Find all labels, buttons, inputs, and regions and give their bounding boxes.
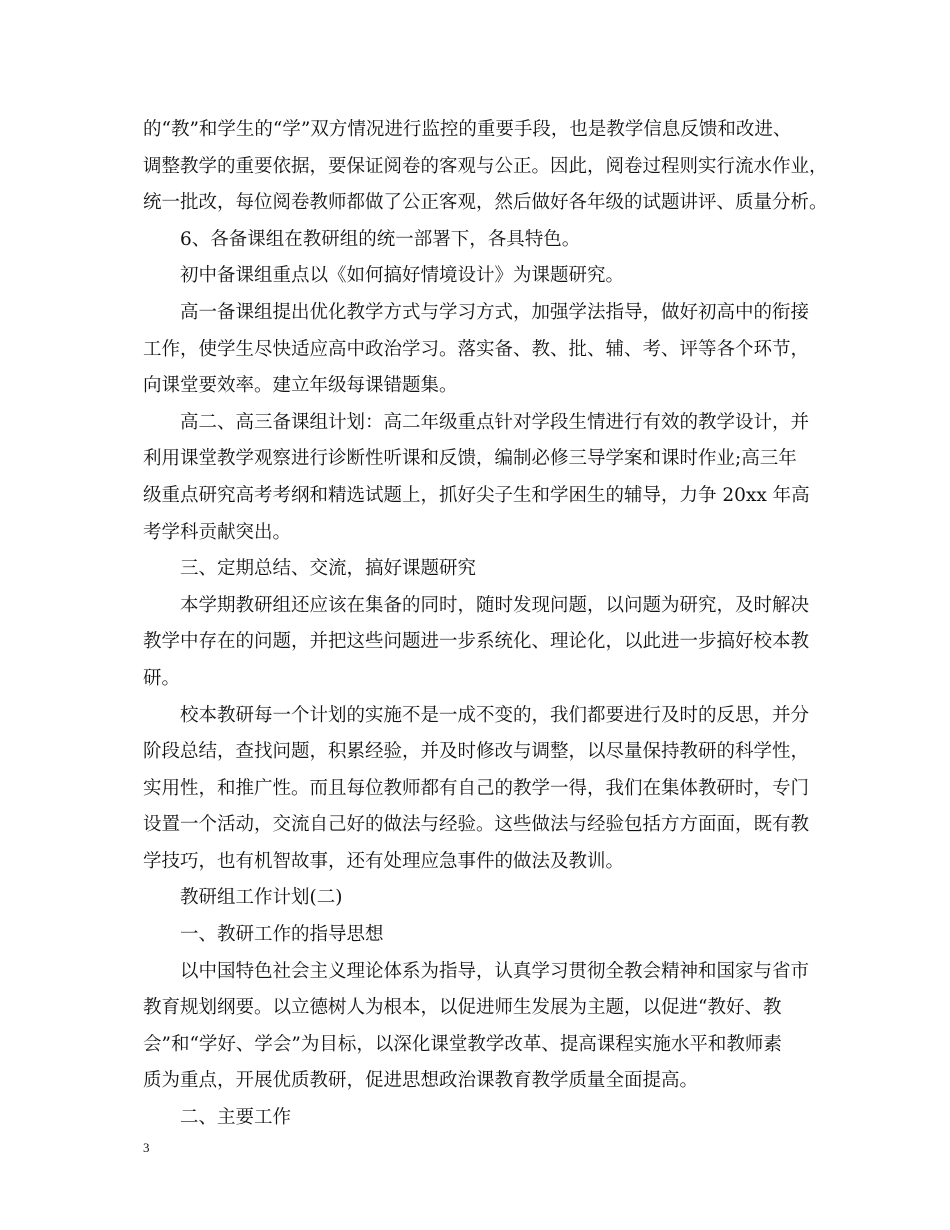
text-line: 二、主要工作 [180,1107,292,1129]
text-line: 高二、高三备课组计划：高二年级重点针对学段生情进行有效的教学设计，并 [180,411,810,433]
text-line: 一、教研工作的指导思想 [180,924,384,946]
text-line: 本学期教研组还应该在集备的同时，随时发现问题，以问题为研究，及时解决 [180,594,810,616]
text-line: 质为重点，开展优质教研，促进思想政治课教育教学质量全面提高。 [143,1070,699,1092]
text-line: 研。 [143,667,181,689]
document-body [143,112,828,1137]
text-line: 设置一个活动，交流自己好的做法与经验。这些做法与经验包括方方面面，既有教 [143,814,810,836]
text-line: 利用课堂教学观察进行诊断性听课和反馈，编制必修三导学案和课时作业;高三年 [143,448,797,470]
page-number: 3 [143,1140,150,1155]
text-line: 调整教学的重要依据，要保证阅卷的客观与公正。因此，阅卷过程则实行流水作业， [143,155,828,177]
text-line: 工作，使学生尽快适应高中政治学习。落实备、教、批、辅、考、评等各个环节， [143,338,810,360]
text-line: 会”和“学好、学会”为目标，以深化课堂教学改革、提高课程实施水平和教师素 [143,1033,782,1055]
text-line: 级重点研究高考考纲和精选试题上，抓好尖子生和学困生的辅导，力争 20xx 年高 [143,484,810,506]
text-line: 教研组工作计划(二) [180,887,343,909]
text-line: 教学中存在的问题，并把这些问题进一步系统化、理论化，以此进一步搞好校本教 [143,631,810,653]
text-line: 实用性，和推广性。而且每位教师都有自己的教学一得，我们在集体教研时，专门 [143,777,810,799]
text-line: 三、定期总结、交流，搞好课题研究 [180,558,477,580]
text-line: 高一备课组提出优化教学方式与学习方式，加强学法指导，做好初高中的衔接 [180,301,810,323]
text-line: 以中国特色社会主义理论体系为指导，认真学习贯彻全教会精神和国家与省市 [180,960,810,982]
text-line: 教育规划纲要。以立德树人为根本，以促进师生发展为主题，以促进“教好、教 [143,997,782,1019]
text-line: 初中备课组重点以《如何搞好情境设计》为课题研究。 [180,265,625,287]
text-line: 向课堂要效率。建立年级每课错题集。 [143,375,458,397]
text-line: 考学科贡献突出。 [143,521,292,543]
text-line: 6、各备课组在教研组的统一部署下，各具特色。 [180,228,581,250]
text-line: 校本教研每一个计划的实施不是一成不变的，我们都要进行及时的反思，并分 [180,704,810,726]
text-line: 统一批改，每位阅卷教师都做了公正客观，然后做好各年级的试题讲评、质量分析。 [143,192,828,214]
text-line: 的“教”和学生的“学”双方情况进行监控的重要手段，也是教学信息反馈和改进、 [143,119,792,140]
text-line: 学技巧，也有机智故事，还有处理应急事件的做法及教训。 [143,850,625,872]
text-line: 阶段总结，查找问题，积累经验，并及时修改与调整，以尽量保持教研的科学性， [143,741,810,763]
